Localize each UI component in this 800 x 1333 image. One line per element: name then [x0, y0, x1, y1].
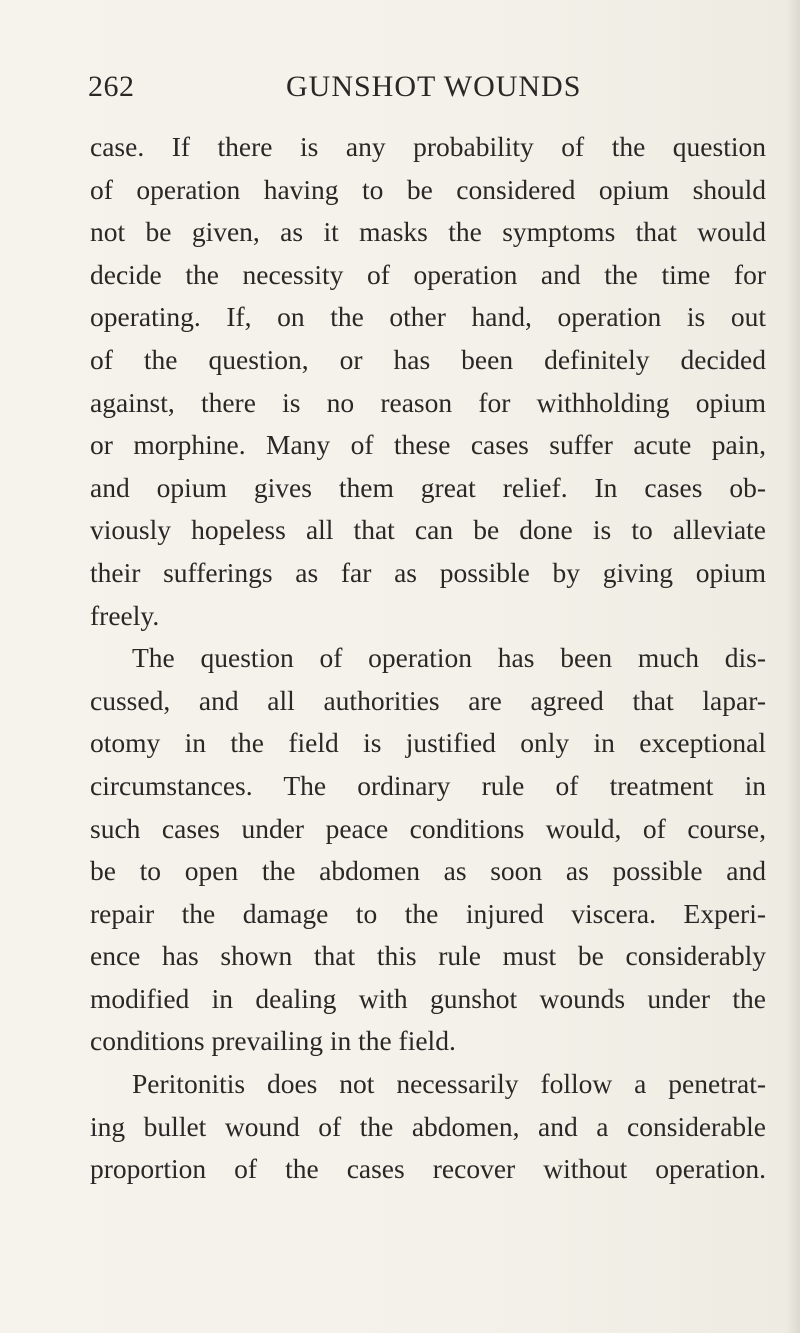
text-line: of the question, or has been definitely decided: [90, 343, 766, 375]
text-line: repair the damage to the injured viscera. Experi-: [90, 897, 766, 929]
text-line: proportion of the cases recover without operation.: [90, 1153, 766, 1185]
running-head: [88, 70, 648, 110]
text-line: viously hopeless all that can be done is to alleviate: [90, 514, 766, 546]
text-line: of operation having to be considered opium should: [90, 173, 766, 205]
text-line: not be given, as it masks the symptoms that would: [90, 216, 766, 248]
text-line: operating. If, on the other hand, operation is out: [90, 301, 766, 333]
text-line: The question of operation has been much dis-: [132, 642, 766, 674]
page-edge-shadow: [786, 0, 800, 1333]
running-title: GUNSHOT WOUNDS: [286, 70, 582, 103]
text-line: or morphine. Many of these cases suffer acute pain,: [90, 429, 766, 461]
text-line: such cases under peace conditions would, of course,: [90, 812, 766, 844]
text-line: otomy in the field is justified only in exceptional: [90, 727, 766, 759]
text-line: against, there is no reason for withholding opium: [90, 386, 766, 418]
text-line: be to open the abdomen as soon as possible and: [90, 855, 766, 887]
text-line: modified in dealing with gunshot wounds under the: [90, 982, 766, 1014]
text-line: circumstances. The ordinary rule of treatment in: [90, 769, 766, 801]
text-line: conditions prevailing in the field.: [90, 1025, 456, 1057]
text-line: and opium gives them great relief. In cases ob-: [90, 471, 766, 503]
text-line: ence has shown that this rule must be considerably: [90, 940, 766, 972]
text-line: cussed, and all authorities are agreed that lapar-: [90, 684, 766, 716]
text-line: ing bullet wound of the abdomen, and a considerable: [90, 1110, 766, 1142]
text-line: case. If there is any probability of the question: [90, 131, 766, 162]
text-line: their sufferings as far as possible by giving opium: [90, 556, 766, 588]
text-line: freely.: [90, 599, 160, 631]
body-text: [90, 126, 766, 1191]
text-line: decide the necessity of operation and the time for: [90, 258, 766, 290]
page-number: 262: [88, 70, 135, 103]
text-line: Peritonitis does not necessarily follow a penetrat-: [132, 1068, 766, 1100]
